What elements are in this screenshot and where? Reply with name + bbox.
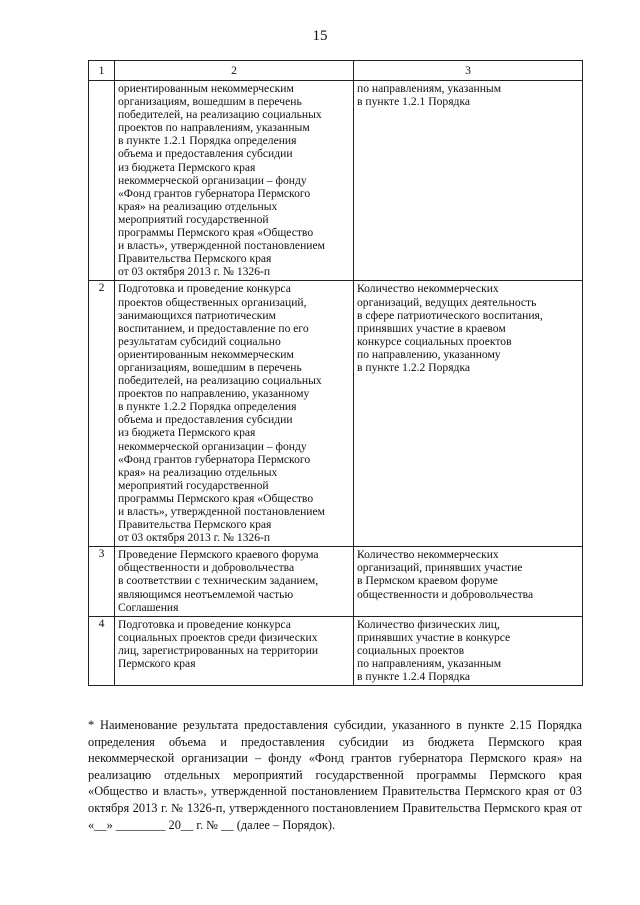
result-cell	[354, 547, 583, 616]
footnote	[88, 717, 582, 833]
result-cell	[354, 616, 583, 685]
result-cell	[354, 281, 583, 547]
footnote-text: * Наименование результата предоставления субсидии, указанного в пункте 2.15 Порядка определения объема и предоставления субсидии из бюджета Пермского края некоммерческой организации – фонду «Фонд грантов губернатора Пермского края» на реализацию отдельных мероприятий государственной программы Пермского края «Общество и власть», утвержденной постановлением Правительства Пермского края от 03 октября 2013 г. № 1326-п, утвержденного постановлением Правительства Пермского края от «__» ________ 20__ г. № __ (далее – Порядок).	[88, 718, 582, 832]
result-text: Количество физических лиц, принявших участие в конкурсе социальных проектов по направлениям, указанным в пункте 1.2.4 Порядка	[357, 617, 511, 684]
indicators-table	[88, 60, 583, 686]
column-header: 2	[115, 61, 354, 81]
event-cell	[115, 281, 354, 547]
event-text: ориентированным некоммерческим организациям, вошедшим в перечень победителей, на реализацию социальных проектов по направлениям, указанным в пункте 1.2.1 Порядка определения объема и предоставления субсидии из бюджета Пермского края некоммерческой организации – фонду «Фонд грантов губернатора Пермского края» на реализацию отдельных мероприятий государственной программы Пермского края «Общество и власть», утвержденной постановлением Правительства Пермского края от 03 октября 2013 г. № 1326-п	[118, 82, 325, 279]
event-cell	[115, 547, 354, 616]
event-cell	[115, 616, 354, 685]
event-cell	[115, 81, 354, 281]
result-text: Количество некоммерческих организаций, принявших участие в Пермском краевом форуме общественности и добровольчества	[357, 548, 534, 601]
result-text: по направлениям, указанным в пункте 1.2.1 Порядка	[357, 82, 502, 109]
table-row	[89, 547, 583, 616]
event-text: Подготовка и проведение конкурса проектов общественных организаций, занимающихся патриотическим воспитанием, и предоставление по его результатам субсидий социально ориентированным некоммерческим организациям, вошедшим в перечень победителей, на реализацию социальных проектов по направлению, указанному в пункте 1.2.2 Порядка определения объема и предоставления субсидии из бюджета Пермского края некоммерческой организации – фонду «Фонд грантов губернатора Пермского края» на реализацию отдельных мероприятий государственной программы Пермского края «Общество и власть», утвержденной постановлением Правительства Пермского края от 03 октября 2013 г. № 1326-п	[118, 282, 325, 545]
table-header-row	[89, 61, 583, 81]
page-number: 15	[312, 28, 328, 44]
row-number: 2	[89, 281, 115, 547]
row-number: 4	[89, 616, 115, 685]
event-text: Проведение Пермского краевого форума общественности и добровольчества в соответствии с техническим заданием, являющимся неотъемлемой частью Соглашения	[118, 548, 319, 614]
result-text: Количество некоммерческих организаций, ведущих деятельность в сфере патриотического воспитания, принявших участие в краевом конкурсе социальных проектов по направлению, указанному в пункте 1.2.2 Порядка	[357, 282, 543, 374]
event-text: Подготовка и проведение конкурса социальных проектов среди физических лиц, зарегистрированных на территории Пермского края	[118, 617, 319, 671]
table-row	[89, 81, 583, 281]
row-number: 3	[89, 547, 115, 616]
table-row	[89, 281, 583, 547]
column-header: 3	[354, 61, 583, 81]
row-number	[89, 81, 115, 281]
column-header: 1	[89, 61, 115, 81]
result-cell	[354, 81, 583, 281]
table-row	[89, 616, 583, 685]
